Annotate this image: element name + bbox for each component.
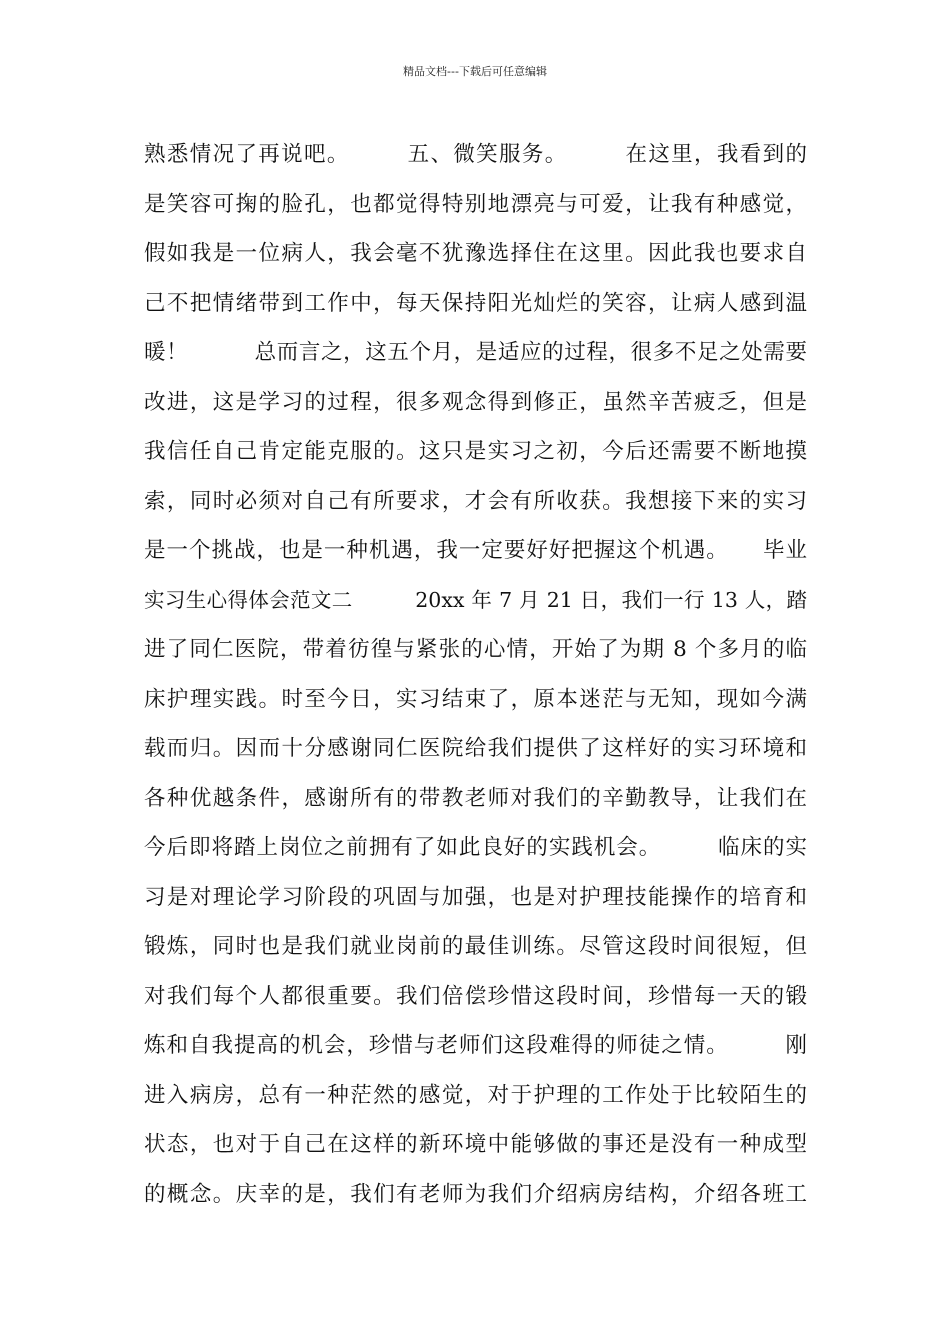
text-line: 进了同仁医院，带着彷徨与紧张的心情，开始了为期 8 个多月的临: [144, 637, 807, 662]
text-line: 己不把情绪带到工作中，每天保持阳光灿烂的笑容，让病人感到温: [144, 290, 807, 316]
text-line: 习是对理论学习阶段的巩固与加强，也是对护理技能操作的培育和: [144, 884, 807, 910]
text-line: 实习生心得体会范文二 20xx 年 7 月 21 日，我们一行 13 人，踏: [144, 587, 807, 612]
text-line: 进入病房，总有一种茫然的感觉，对于护理的工作处于比较陌生的: [144, 1082, 807, 1108]
text-line: 暖！ 总而言之，这五个月，是适应的过程，很多不足之处需要: [144, 340, 807, 365]
text-line: 的概念。庆幸的是，我们有老师为我们介绍病房结构，介绍各班工: [144, 1181, 807, 1207]
text-line: 是一个挑战，也是一种机遇，我一定要好好把握这个机遇。 毕业: [144, 538, 807, 563]
text-line: 假如我是一位病人，我会毫不犹豫选择住在这里。因此我也要求自: [144, 241, 807, 266]
text-line: 载而归。因而十分感谢同仁医院给我们提供了这样好的实习环境和: [144, 736, 807, 761]
text-line: 床护理实践。时至今日，实习结束了，原本迷茫与无知，现如今满: [144, 686, 807, 712]
body-text: [144, 130, 807, 1219]
text-line: 是笑容可掬的脸孔，也都觉得特别地漂亮与可爱，让我有种感觉，: [144, 191, 807, 217]
text-line: 对我们每个人都很重要。我们倍偿珍惜这段时间，珍惜每一天的锻: [144, 983, 807, 1009]
text-line: 改进，这是学习的过程，很多观念得到修正，虽然辛苦疲乏，但是: [144, 389, 807, 415]
text-line: 熟悉情况了再说吧。 五、微笑服务。 在这里，我看到的: [144, 142, 807, 167]
text-line: 今后即将踏上岗位之前拥有了如此良好的实践机会。 临床的实: [144, 835, 807, 860]
text-line: 我信任自己肯定能克服的。这只是实习之初，今后还需要不断地摸: [144, 439, 807, 464]
text-line: 炼和自我提高的机会，珍惜与老师们这段难得的师徒之情。 刚: [144, 1033, 807, 1058]
text-line: 各种优越条件，感谢所有的带教老师对我们的辛勤教导，让我们在: [144, 785, 807, 811]
text-line: 索，同时必须对自己有所要求，才会有所收获。我想接下来的实习: [144, 488, 807, 514]
text-line: 状态，也对于自己在这样的新环境中能够做的事还是没有一种成型: [144, 1132, 807, 1157]
text-line: 锻炼，同时也是我们就业岗前的最佳训练。尽管这段时间很短，但: [144, 934, 807, 959]
page-header: 精品文档---下载后可任意编辑: [403, 65, 547, 78]
